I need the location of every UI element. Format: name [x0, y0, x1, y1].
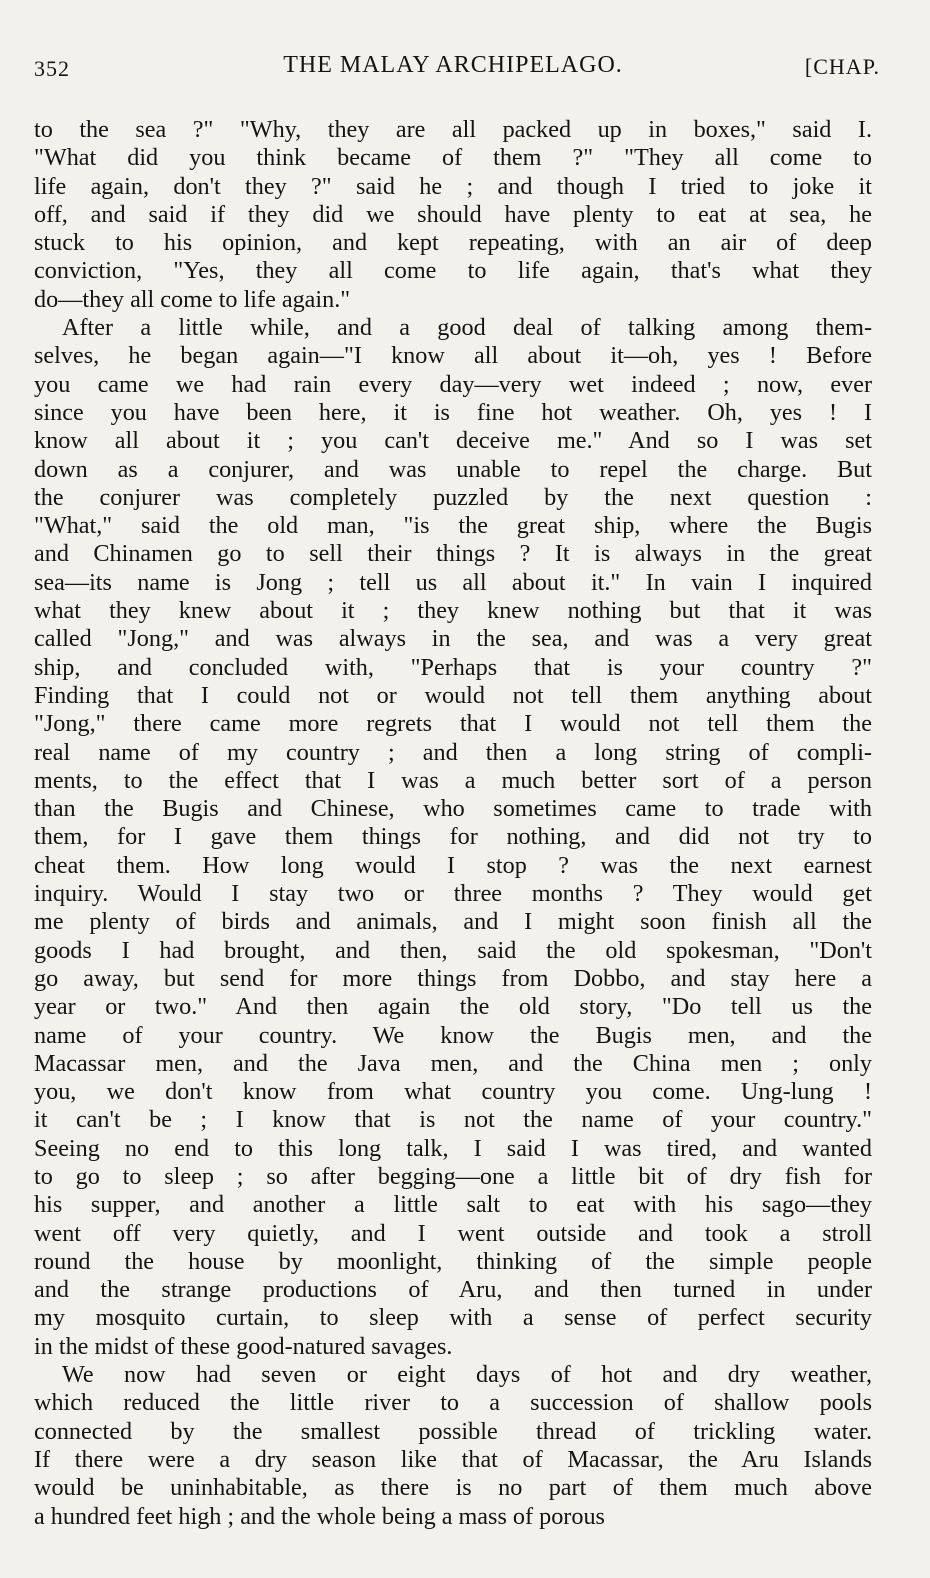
text-line: since you have been here, it is fine hot weather. Oh, yes ! I — [34, 398, 872, 426]
text-line: "What did you think became of them ?" "They all come to — [34, 144, 872, 172]
text-line: to go to sleep ; so after begging—one a little bit of dry fish for — [34, 1162, 872, 1190]
text-line: conviction, "Yes, they all come to life again, that's what they — [34, 257, 872, 285]
text-line: down as a conjurer, and was unable to repel the charge. But — [34, 455, 872, 483]
page-number: 352 — [34, 56, 70, 81]
text-line: and Chinamen go to sell their things ? It is always in the great — [34, 540, 872, 568]
text-line: ship, and concluded with, "Perhaps that is your country ?" — [34, 653, 872, 681]
text-line: me plenty of birds and animals, and I might soon finish all the — [34, 908, 872, 936]
text-line: sea—its name is Jong ; tell us all about it." In vain I inquired — [34, 568, 872, 596]
text-line: After a little while, and a good deal of talking among them- — [62, 314, 872, 342]
text-line: do—they all come to life again." — [34, 285, 351, 313]
text-line: If there were a dry season like that of Macassar, the Aru Islands — [34, 1445, 872, 1473]
text-line: selves, he began again—"I know all about it—oh, yes ! Before — [34, 342, 872, 370]
text-line: and the strange productions of Aru, and then turned in under — [34, 1276, 872, 1304]
paragraph — [34, 116, 872, 314]
text-line: inquiry. Would I stay two or three months ? They would get — [34, 880, 872, 908]
text-line: it can't be ; I know that is not the name of your country." — [34, 1106, 872, 1134]
text-line: cheat them. How long would I stop ? was the next earnest — [34, 851, 872, 879]
text-line: go away, but send for more things from Dobbo, and stay here a — [34, 964, 872, 992]
text-line: my mosquito curtain, to sleep with a sense of perfect security — [34, 1304, 872, 1332]
text-line: you came we had rain every day—very wet indeed ; now, ever — [34, 370, 872, 398]
text-line: which reduced the little river to a succession of shallow pools — [34, 1389, 872, 1417]
body-text — [34, 116, 872, 1531]
text-line: called "Jong," and was always in the sea, and was a very great — [34, 625, 872, 653]
text-line: real name of my country ; and then a long string of compli- — [34, 738, 872, 766]
text-line: Macassar men, and the Java men, and the China men ; only — [34, 1049, 872, 1077]
paragraph — [34, 1361, 872, 1531]
text-line: connected by the smallest possible thread of trickling water. — [34, 1417, 872, 1445]
text-line: ments, to the effect that I was a much better sort of a person — [34, 766, 872, 794]
text-line: his supper, and another a little salt to eat with his sago—they — [34, 1191, 872, 1219]
text-line: stuck to his opinion, and kept repeating, with an air of deep — [34, 229, 872, 257]
text-line: the conjurer was completely puzzled by the next question : — [34, 483, 872, 511]
text-line: off, and said if they did we should have plenty to eat at sea, he — [34, 200, 872, 228]
running-title: THE MALAY ARCHIPELAGO. — [283, 52, 623, 78]
text-line: round the house by moonlight, thinking of the simple people — [34, 1247, 872, 1275]
page-header — [34, 46, 880, 86]
text-line: "What," said the old man, "is the great ship, where the Bugis — [34, 512, 872, 540]
text-line: life again, don't they ?" said he ; and though I tried to joke it — [34, 172, 872, 200]
text-line: you, we don't know from what country you come. Ung-lung ! — [34, 1078, 872, 1106]
text-line: name of your country. We know the Bugis men, and the — [34, 1021, 872, 1049]
text-line: goods I had brought, and then, said the old spokesman, "Don't — [34, 936, 872, 964]
chapter-mark: [CHAP. — [804, 54, 880, 79]
paragraph — [34, 314, 872, 1361]
text-line: year or two." And then again the old story, "Do tell us the — [34, 993, 872, 1021]
text-line: would be uninhabitable, as there is no part of them much above — [34, 1474, 872, 1502]
text-line: went off very quietly, and I went outside and took a stroll — [34, 1219, 872, 1247]
text-line: We now had seven or eight days of hot and dry weather, — [62, 1361, 872, 1389]
text-line: know all about it ; you can't deceive me." And so I was set — [34, 427, 872, 455]
text-line: Seeing no end to this long talk, I said I was tired, and wanted — [34, 1134, 872, 1162]
text-line: them, for I gave them things for nothing, and did not try to — [34, 823, 872, 851]
text-line: in the midst of these good-natured savages. — [34, 1332, 453, 1360]
text-line: what they knew about it ; they knew nothing but that it was — [34, 597, 872, 625]
text-line: Finding that I could not or would not tell them anything about — [34, 681, 872, 709]
text-line: "Jong," there came more regrets that I would not tell them the — [34, 710, 872, 738]
text-line: than the Bugis and Chinese, who sometimes came to trade with — [34, 795, 872, 823]
text-line: a hundred feet high ; and the whole being a mass of porous — [34, 1502, 605, 1530]
text-line: to the sea ?" "Why, they are all packed up in boxes," said I. — [34, 116, 872, 143]
